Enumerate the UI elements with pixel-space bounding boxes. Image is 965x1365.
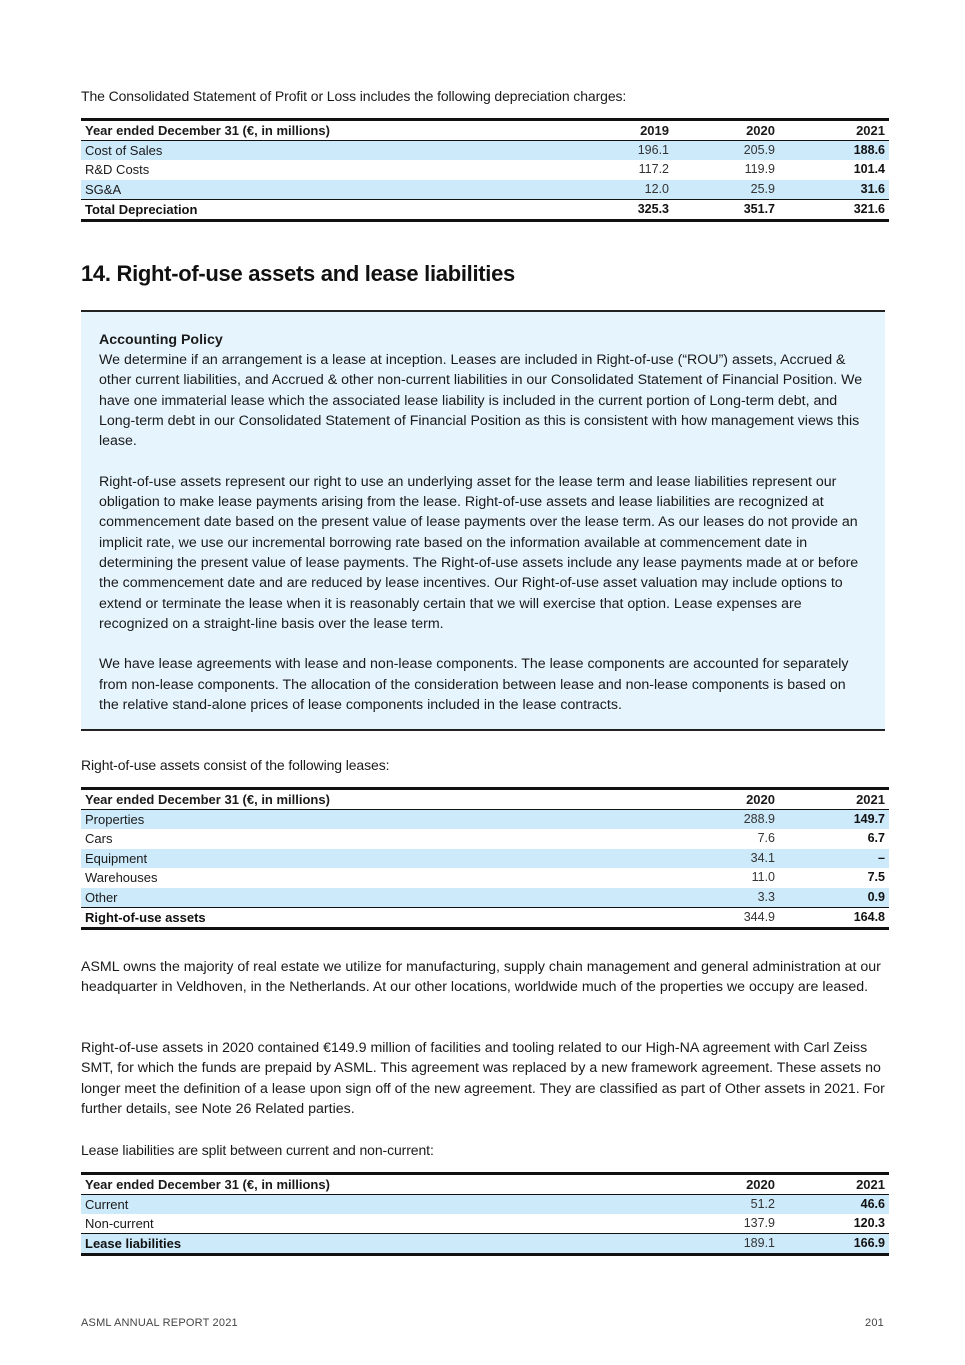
- row-label: Non-current: [85, 1216, 154, 1231]
- rou-intro: Right-of-use assets consist of the following leases:: [81, 757, 390, 773]
- section-title: 14. Right-of-use assets and lease liabilities: [81, 261, 515, 286]
- cell-value: 34.1: [669, 849, 779, 869]
- policy-paragraph: Right-of-use assets represent our right to use an underlying asset for the lease term and lease liabilities represent our obligation to make lease payments arising from the lease. Right-of-use assets and lease liabilities are recognized at commencement date based on the present value of lease payments over the lease term. As our leases do not provide an implicit rate, we use our incremental borrowing rate based on the information available at commencement date in determining the present value of lease payments. The Right-of-use assets include any lease payments made at or before the commencement date and are reduced by lease incentives. Our Right-of-use asset valuation may include options to extend or terminate the lease when it is reasonably certain that we will exercise that option. Lease expenses are recognized on a straight-line basis over the lease term.: [99, 473, 859, 632]
- cell-value: 101.4: [853, 162, 885, 177]
- cell-value: 288.9: [669, 810, 779, 830]
- column-header: 2020: [669, 1174, 779, 1195]
- cell-value: 120.3: [853, 1216, 885, 1230]
- cell-value: 31.6: [779, 180, 889, 200]
- table-row: [81, 888, 889, 908]
- lease-liabilities-table: [81, 1172, 889, 1256]
- body-paragraph: Right-of-use assets in 2020 contained €149.9 million of facilities and tooling related to our High-NA agreement with Carl Zeiss SMT, for which the funds are prepaid by ASML. This agreement was replaced by a new framework agreement. These assets no longer meet the definition of a lease upon sign off of the new agreement. They are classified as part of Other assets in 2021. For further details, see Note 26 Related parties.: [81, 1040, 885, 1117]
- row-label: Lease liabilities: [81, 1234, 669, 1255]
- table-header-row: [81, 120, 889, 141]
- policy-heading: Accounting Policy: [99, 332, 223, 348]
- policy-paragraph: We determine if an arrangement is a lease at inception. Leases are included in Right-of-use (“ROU”) assets, Accrued & other current liabilities, and Accrued & other non-current liabilities in our Consolidated Statement of Financial Position. We have one immaterial lease which the associated lease liability is included in the current portion of Long-term debt, and Long-term debt in our Consolidated Statement of Financial Position as this is consistent with how management views this lease.: [99, 352, 863, 450]
- total-row: [81, 199, 889, 220]
- cell-value: 166.9: [779, 1234, 889, 1255]
- cell-value: 46.6: [779, 1195, 889, 1215]
- cell-value: 11.0: [751, 870, 775, 885]
- depreciation-table: [81, 118, 889, 222]
- cell-value: 149.7: [779, 810, 889, 830]
- table-header-row: [81, 789, 889, 810]
- row-label: Total Depreciation: [81, 199, 563, 220]
- cell-value: 7.6: [757, 831, 775, 846]
- column-header: 2021: [779, 120, 889, 141]
- cell-value: 188.6: [779, 141, 889, 161]
- table-row: [81, 180, 889, 200]
- row-label: Right-of-use assets: [81, 907, 669, 928]
- cell-value: 196.1: [563, 141, 673, 161]
- row-label: R&D Costs: [85, 162, 150, 178]
- row-label: Properties: [81, 810, 669, 830]
- column-header: 2020: [669, 789, 779, 810]
- total-row: [81, 907, 889, 928]
- cell-value: 6.7: [867, 831, 885, 846]
- table-row: [81, 1214, 889, 1234]
- table-row: [81, 1195, 889, 1215]
- cell-value: –: [779, 849, 889, 869]
- column-header: 2020: [673, 120, 779, 141]
- row-label: Current: [81, 1195, 669, 1215]
- total-row: [81, 1234, 889, 1255]
- row-label: Equipment: [81, 849, 669, 869]
- cell-value: 325.3: [563, 199, 673, 220]
- row-label: Other: [81, 888, 669, 908]
- cell-value: 344.9: [669, 907, 779, 928]
- row-label: Cost of Sales: [81, 141, 563, 161]
- body-paragraph: ASML owns the majority of real estate we utilize for manufacturing, supply chain management and general administration at our headquarter in Veldhoven, in the Netherlands. At our other locations, worldwide much of the properties we occupy are leased.: [81, 959, 881, 996]
- cell-value: 189.1: [669, 1234, 779, 1255]
- cell-value: 119.9: [744, 162, 775, 177]
- column-header: Year ended December 31 (€, in millions): [81, 1174, 669, 1195]
- cell-value: 3.3: [669, 888, 779, 908]
- table-header-row: [81, 1174, 889, 1195]
- table-row: [81, 829, 889, 849]
- footer-report-title: ASML ANNUAL REPORT 2021: [81, 1317, 238, 1329]
- cell-value: 0.9: [779, 888, 889, 908]
- column-header: 2021: [779, 1174, 889, 1195]
- cell-value: 321.6: [779, 199, 889, 220]
- table-row: [81, 141, 889, 161]
- cell-value: 117.2: [638, 162, 669, 177]
- lease-intro: Lease liabilities are split between current and non-current:: [81, 1142, 434, 1158]
- cell-value: 51.2: [669, 1195, 779, 1215]
- column-header: Year ended December 31 (€, in millions): [81, 120, 563, 141]
- policy-paragraph: We have lease agreements with lease and non-lease components. The lease components are accounted for separately from non-lease components. The allocation of the consideration between lease and non-lease components is based on the relative stand-alone prices of lease components included in the lease contracts.: [99, 656, 849, 714]
- column-header: 2021: [779, 789, 889, 810]
- cell-value: 25.9: [673, 180, 779, 200]
- cell-value: 137.9: [743, 1216, 775, 1230]
- page-number: 201: [865, 1317, 884, 1329]
- cell-value: 12.0: [563, 180, 673, 200]
- row-label: Cars: [85, 831, 113, 847]
- table-row: [81, 849, 889, 869]
- row-label: Warehouses: [85, 870, 158, 886]
- table-row: [81, 868, 889, 888]
- accounting-policy-box: [81, 310, 885, 731]
- cell-value: 351.7: [673, 199, 779, 220]
- cell-value: 7.5: [867, 870, 885, 885]
- column-header: Year ended December 31 (€, in millions): [81, 789, 669, 810]
- column-header: 2019: [563, 120, 673, 141]
- rou-assets-table: [81, 787, 889, 930]
- cell-value: 164.8: [779, 907, 889, 928]
- table-row: [81, 160, 889, 180]
- row-label: SG&A: [81, 180, 563, 200]
- table-row: [81, 810, 889, 830]
- depreciation-intro: The Consolidated Statement of Profit or Loss includes the following depreciation charges:: [81, 88, 627, 104]
- cell-value: 205.9: [673, 141, 779, 161]
